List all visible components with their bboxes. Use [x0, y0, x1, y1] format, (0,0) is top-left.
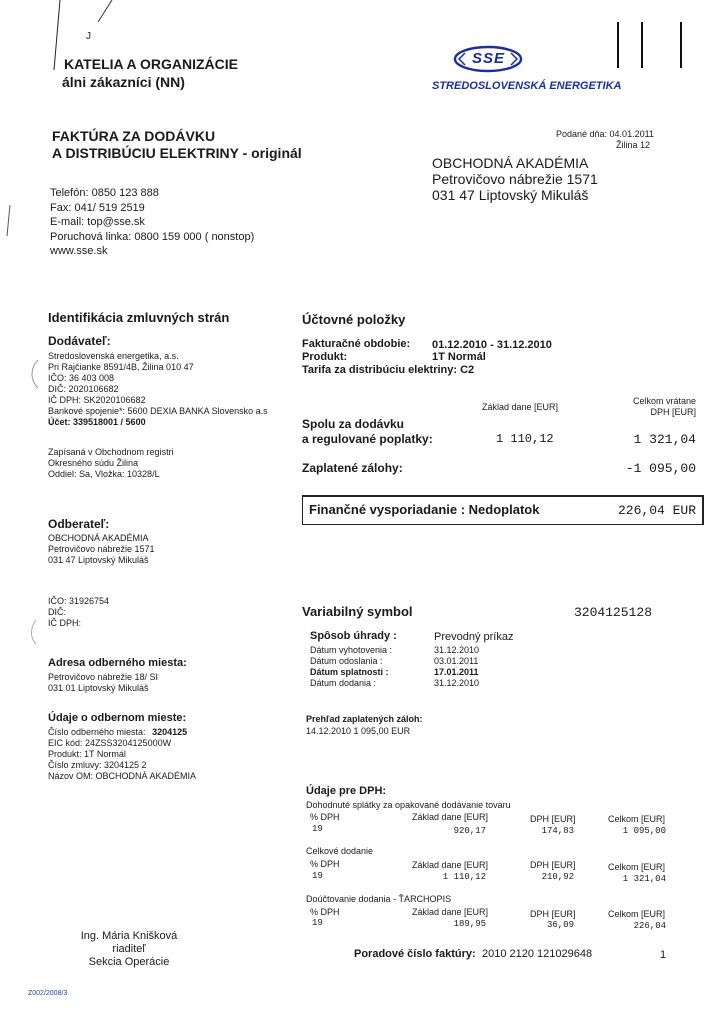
supplier-line: IČO: 36 403 008	[48, 373, 115, 383]
vat-base: 189,95	[453, 919, 486, 929]
supply-total: 1 321,04	[633, 432, 696, 447]
settlement-box	[302, 495, 704, 525]
postal-bar-3	[680, 22, 682, 68]
payment-method-value: Prevodný príkaz	[434, 631, 514, 643]
sse-logo	[452, 44, 524, 74]
col-base-header: Základ dane [EUR]	[482, 402, 559, 412]
form-code: Z002/2008/3	[28, 990, 68, 997]
date-label: Dátum dodania :	[310, 678, 377, 688]
point-number-row	[48, 727, 196, 738]
customer-block	[48, 533, 155, 566]
point-block	[48, 727, 196, 782]
vat-h-total: Celkom [EUR]	[608, 909, 666, 919]
supplier-line: Bankové spojenie*: 5600 DEXIA BANKA Slovensko a.s	[48, 406, 268, 416]
point-line: EIC kód: 24ZSS3204125000W	[48, 738, 172, 748]
customer-icdph: IČ DPH:	[48, 618, 82, 628]
signature-role: riaditeľ	[112, 943, 146, 955]
vat-amount: 210,92	[541, 872, 574, 882]
vat-h-total: Celkom [EUR]	[608, 862, 666, 872]
payments-line: 14.12.2010 1 095,00 EUR	[306, 726, 411, 736]
date-label: Dátum vyhotovenia :	[310, 645, 393, 655]
posted-date: Podané dňa: 04.01.2011	[556, 129, 654, 139]
vat-h-total: Celkom [EUR]	[608, 814, 666, 824]
point-line: Názov OM: OBCHODNÁ AKADÉMIA	[48, 771, 197, 781]
point-number-label: Číslo odberného miesta:	[48, 727, 146, 737]
vat-h-rate: % DPH	[310, 812, 340, 822]
payments-heading: Prehľad zaplatených záloh:	[306, 714, 423, 724]
site-block	[48, 672, 158, 694]
recipient-city: 031 47 Liptovský Mikuláš	[432, 187, 589, 203]
supply-label	[302, 417, 433, 447]
point-line: Číslo zmluvy: 3204125 2	[48, 760, 147, 770]
supplier-block	[48, 351, 268, 428]
vat-amount: 36,09	[546, 920, 574, 930]
vat-section-title: Celkové dodanie	[306, 846, 374, 856]
corner-mark: J	[86, 31, 91, 42]
vat-rate: 19	[312, 918, 323, 928]
identification-heading: Identifikácia zmluvných strán	[48, 310, 230, 325]
settlement-label: Finančné vysporiadanie : Nedoplatok	[309, 502, 540, 517]
vat-section-title: Doúčtovanie dodania - ŤARCHOPIS	[306, 894, 452, 904]
supplier-line: IČ DPH: SK2020106682	[48, 395, 146, 405]
vat-total: 226,04	[633, 921, 666, 931]
vat-section-title: Dohodnuté splátky za opakované dodávanie tovaru	[306, 800, 511, 810]
invoice-number-value: 2010 2120 121029648	[482, 948, 593, 960]
registry-block	[48, 447, 174, 480]
postal-bar-1	[617, 22, 619, 68]
vat-h-base: Základ dane [EUR]	[412, 812, 489, 822]
signature-block	[74, 930, 184, 969]
date-label: Dátum odoslania :	[310, 656, 383, 666]
customer-category-line2: álni zákazníci (NN)	[62, 74, 185, 90]
date-value: 31.12.2010	[434, 678, 480, 688]
contact-hotline: Poruchová linka: 0800 159 000 ( nonstop)	[50, 230, 255, 243]
customer-heading: Odberateľ:	[48, 517, 110, 531]
vs-value: 3204125128	[574, 605, 653, 620]
supplier-account: Účet: 339518001 / 5600	[48, 417, 146, 427]
customer-ids	[48, 596, 109, 629]
customer-line: Petrovičovo nábrežie 1571	[48, 544, 155, 554]
col-total-header-line1: Celkom vrátane	[632, 396, 696, 406]
dates-labels	[310, 645, 392, 689]
vat-heading: Údaje pre DPH:	[306, 785, 387, 797]
contact-web: www.sse.sk	[50, 245, 108, 257]
vat-h-base: Základ dane [EUR]	[412, 860, 489, 870]
invoice-title-line2: A DISTRIBÚCIU ELEKTRINY - originál	[52, 145, 302, 161]
vat-h-rate: % DPH	[310, 907, 340, 917]
site-line: Petrovičovo nábrežie 18/ SI	[48, 672, 159, 682]
posted-place: Žilina 12	[616, 140, 651, 150]
supply-base: 1 110,12	[496, 432, 554, 446]
point-number-value: 3204125	[152, 727, 188, 737]
payment-method-label: Spôsob úhrady :	[310, 630, 397, 642]
col-total-header	[602, 396, 696, 418]
vat-rate: 19	[312, 871, 323, 881]
vat-base: 1 110,12	[442, 872, 486, 882]
period-value: 01.12.2010 - 31.12.2010	[432, 339, 552, 351]
contact-block	[50, 186, 254, 259]
settlement-value: 226,04 EUR	[617, 503, 696, 518]
vat-amount: 174,83	[541, 826, 574, 836]
supply-label-line2: a regulované poplatky:	[302, 432, 433, 446]
tariff: Tarifa za distribúciu elektriny: C2	[302, 364, 475, 376]
site-line: 031 01 Liptovský Mikuláš	[48, 683, 149, 693]
supplier-heading: Dodávateľ:	[48, 334, 111, 348]
point-line: Produkt: 1T Normál	[48, 749, 126, 759]
point-heading: Údaje o odbernom mieste:	[48, 712, 187, 724]
page-number: 1	[660, 949, 667, 961]
vat-total: 1 321,04	[622, 874, 666, 884]
recipient-street: Petrovičovo nábrežie 1571	[432, 171, 598, 187]
paid-label: Zaplatené zálohy:	[302, 461, 403, 475]
vat-total: 1 095,00	[622, 826, 666, 836]
vat-h-vat: DPH [EUR]	[530, 860, 576, 870]
customer-ico: IČO: 31926754	[48, 596, 110, 606]
period-label: Fakturačné obdobie:	[302, 338, 411, 350]
contact-phone: Telefón: 0850 123 888	[50, 187, 159, 199]
customer-line: OBCHODNÁ AKADÉMIA	[48, 533, 149, 543]
items-heading: Účtovné položky	[302, 312, 406, 327]
recipient-name: OBCHODNÁ AKADÉMIA	[432, 155, 589, 171]
invoice-number-label: Poradové číslo faktúry:	[354, 948, 476, 960]
col-total-header-line2: DPH [EUR]	[650, 407, 696, 417]
supplier-line: DIČ: 2020106682	[48, 384, 119, 394]
vat-h-vat: DPH [EUR]	[530, 909, 576, 919]
vat-rate: 19	[312, 824, 323, 834]
postal-bar-2	[641, 22, 643, 68]
dates-values	[434, 645, 479, 689]
registry-line: Oddiel: Sa, Vložka: 10328/L	[48, 469, 160, 479]
vat-h-rate: % DPH	[310, 859, 340, 869]
customer-line: 031 47 Liptovský Mikuláš	[48, 555, 149, 565]
vat-base: 920,17	[453, 826, 486, 836]
invoice-title-line1: FAKTÚRA ZA DODÁVKU	[52, 128, 216, 144]
signature-dept: Sekcia Operácie	[88, 956, 170, 968]
contact-fax: Fax: 041/ 519 2519	[50, 201, 145, 214]
registry-line: Okresného súdu Žilina	[48, 458, 139, 468]
date-value: 31.12.2010	[434, 645, 480, 655]
product-label: Produkt:	[302, 351, 348, 363]
company-name: STREDOSLOVENSKÁ ENERGETIKA	[432, 80, 622, 92]
supply-label-line1: Spolu za dodávku	[302, 417, 405, 431]
customer-dic: DIČ:	[48, 607, 66, 617]
vat-h-base: Základ dane [EUR]	[412, 907, 489, 917]
supplier-line: Pri Rajčianke 8591/4B, Žilina 010 47	[48, 362, 194, 372]
sse-logo-text: SSE	[472, 50, 506, 67]
date-value: 03.01.2011	[434, 656, 479, 666]
customer-category-line1: KATELIA A ORGANIZÁCIE	[64, 56, 238, 72]
vat-h-vat: DPH [EUR]	[530, 814, 576, 824]
paid-total: -1 095,00	[625, 461, 696, 476]
registry-line: Zapísaná v Obchodnom registri	[48, 447, 174, 457]
signature-name: Ing. Mária Knišková	[80, 930, 178, 942]
supplier-line: Stredoslovenská energetika, a.s.	[48, 351, 179, 361]
contact-email: E-mail: top@sse.sk	[50, 216, 145, 228]
vs-label: Variabilný symbol	[302, 604, 413, 619]
date-label: Dátum splatnosti :	[310, 667, 389, 677]
date-value: 17.01.2011	[434, 667, 479, 677]
product-value: 1T Normál	[432, 351, 486, 363]
site-heading: Adresa odberného miesta:	[48, 657, 187, 669]
